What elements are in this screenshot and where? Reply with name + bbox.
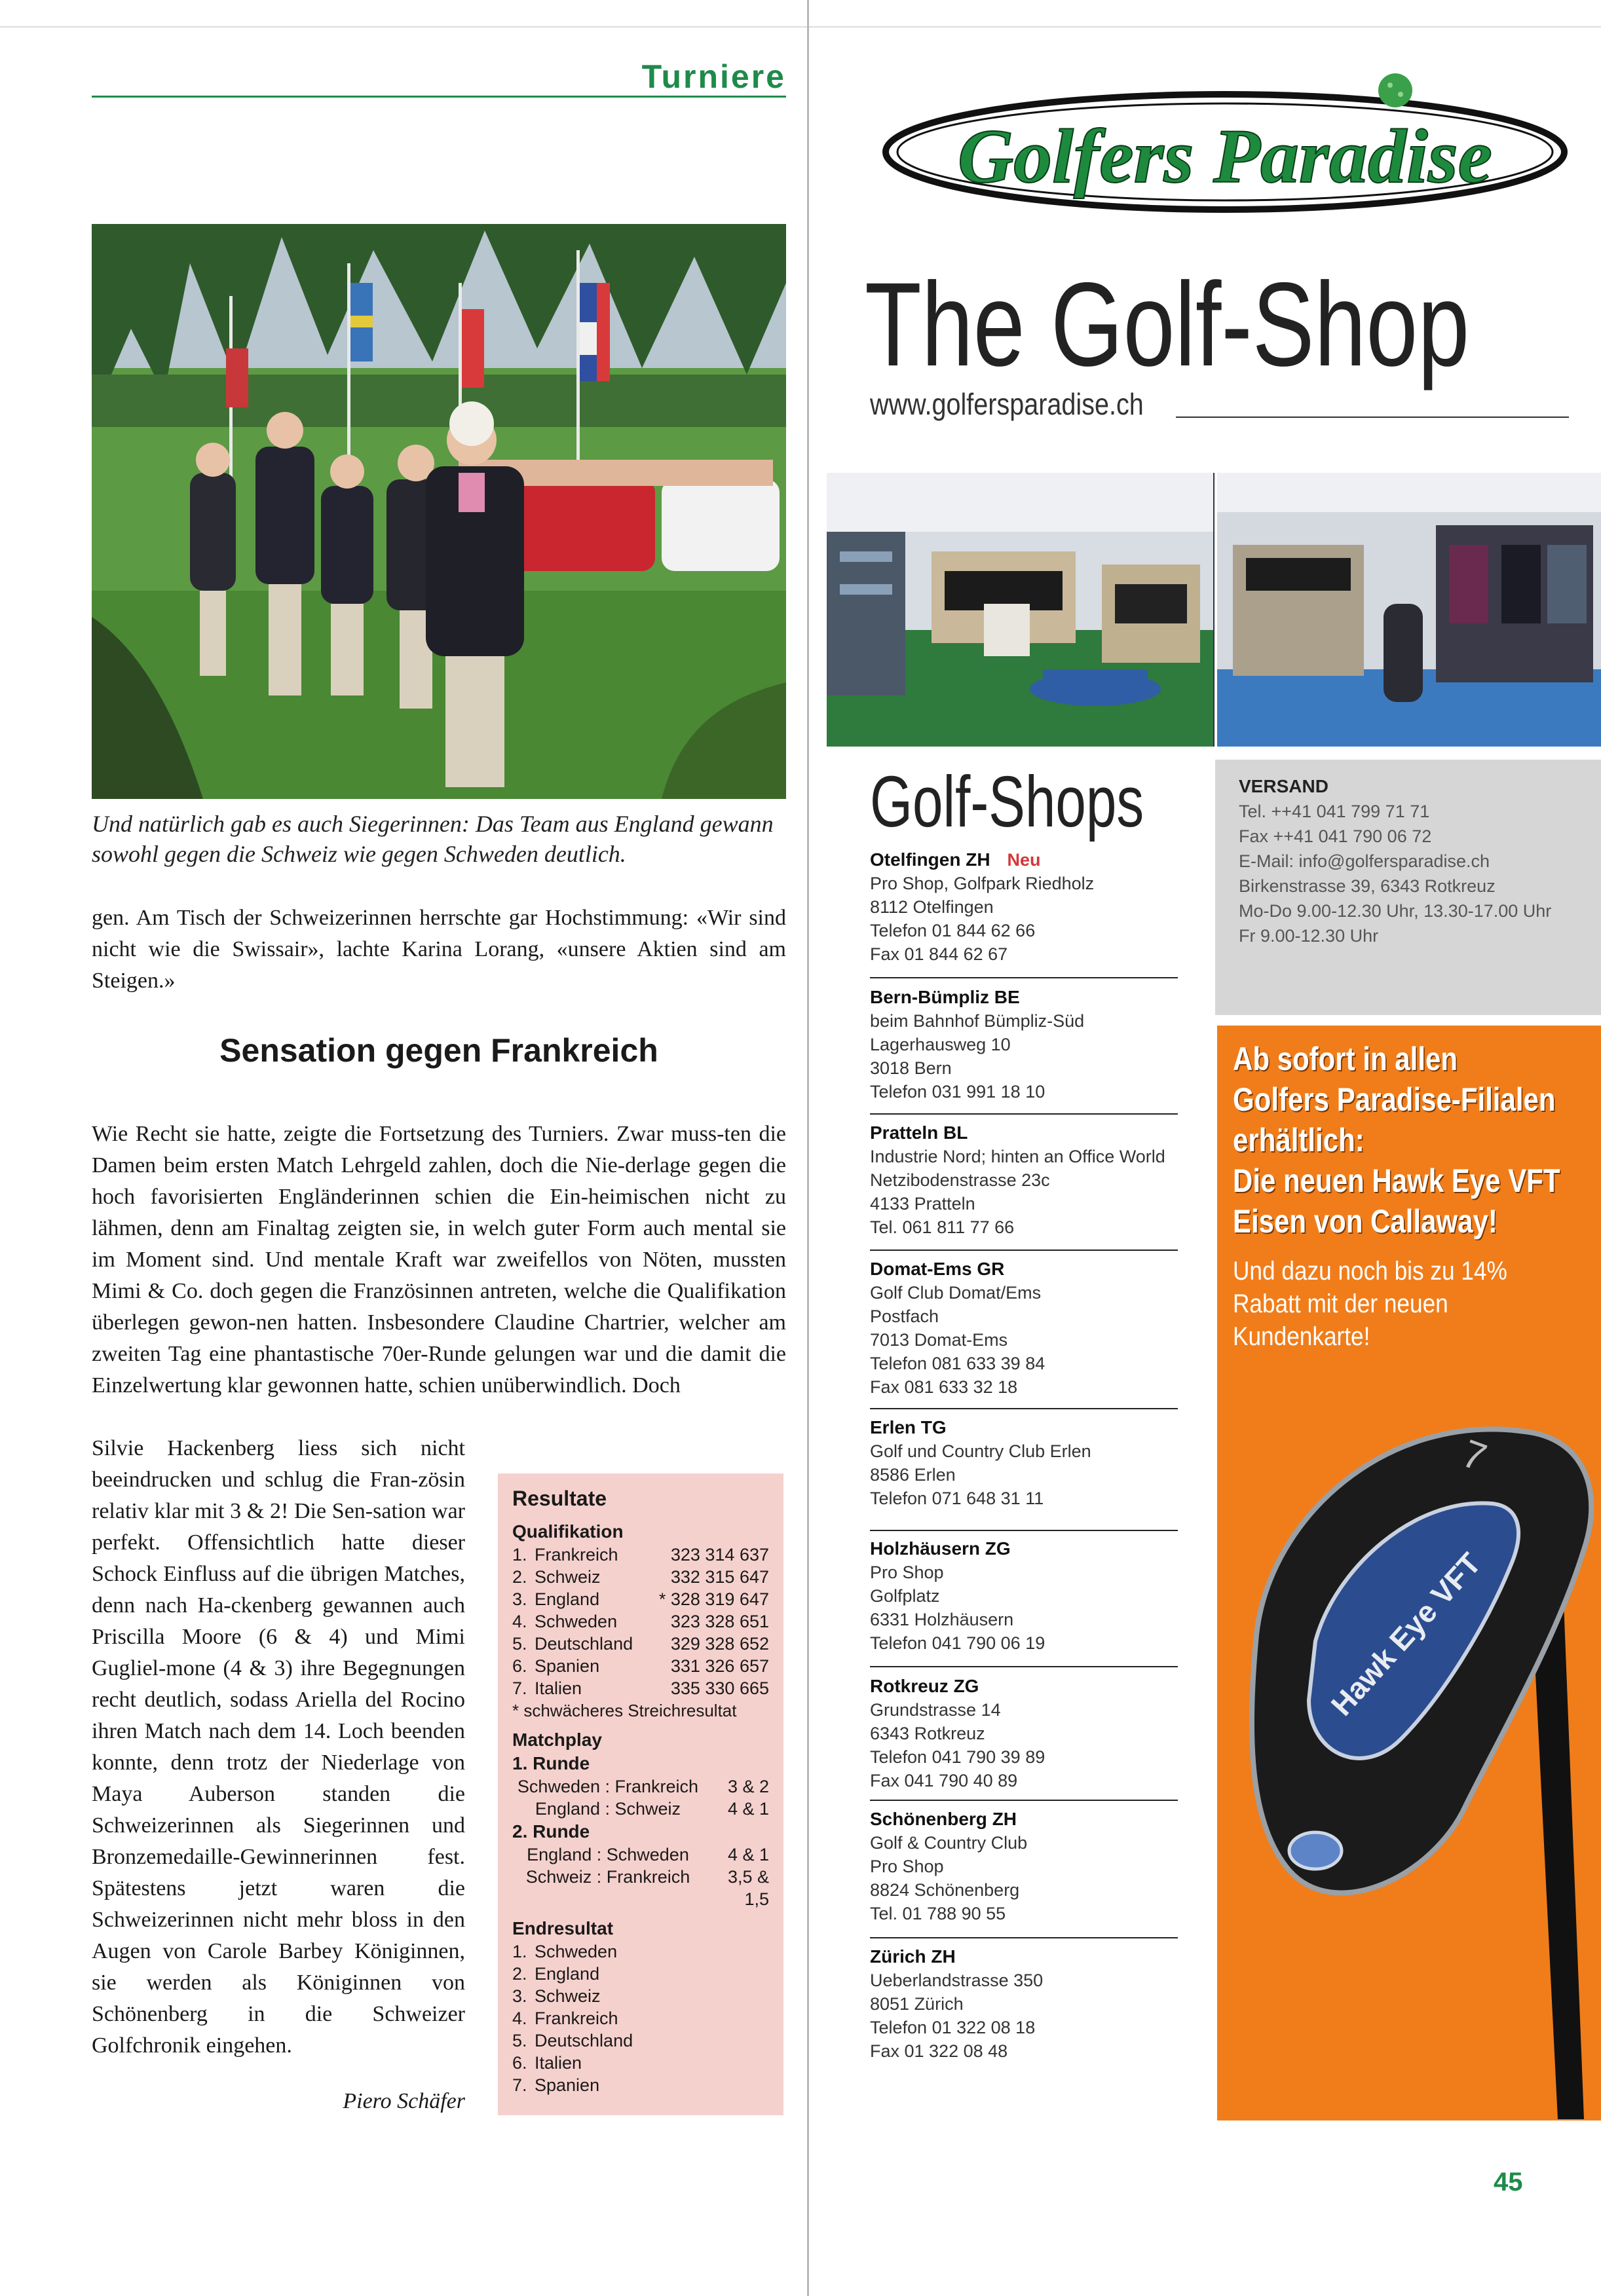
endresultat-row	[512, 1963, 769, 1985]
shop-line: 8586 Erlen	[870, 1465, 956, 1485]
golf-club-image	[1217, 1333, 1601, 2119]
shop-interior-photo	[827, 473, 1601, 747]
endresultat-row	[512, 2052, 769, 2074]
shop-name: Erlen TG	[870, 1417, 947, 1437]
country: Schweiz	[535, 1986, 601, 2006]
scores: * 328 319 647	[658, 1589, 769, 1609]
rank: 5.	[512, 2031, 527, 2050]
match-row	[512, 1843, 769, 1866]
rank: 1.	[512, 1942, 527, 1961]
shop-entry	[870, 1675, 1178, 1792]
country: Italien	[535, 2053, 582, 2073]
rank: 4.	[512, 1612, 527, 1631]
shop-line: Telefon 081 633 39 84	[870, 1354, 1045, 1373]
promo-box	[1217, 1026, 1601, 2120]
promo-subtext: Und dazu noch bis zu 14% Rabatt mit der neuen Kundenkarte!	[1233, 1257, 1507, 1351]
qualifikation-heading: Qualifikation	[512, 1521, 624, 1542]
shop-name-line	[870, 1807, 1178, 1831]
qualifikation-row	[512, 1610, 769, 1633]
shop-divider	[870, 1113, 1178, 1115]
shop-divider	[870, 1530, 1178, 1531]
promo-headline-line: Golfers Paradise-Filialen	[1233, 1081, 1556, 1118]
rank: 2.	[512, 1567, 527, 1587]
rank: 3.	[512, 1986, 527, 2006]
shop-name-line	[870, 1416, 1178, 1439]
shop-line: Fax 041 790 40 89	[870, 1771, 1018, 1790]
shop-line: Golf Club Domat/Ems	[870, 1283, 1042, 1303]
shop-line: Telefon 01 322 08 18	[870, 2018, 1036, 2037]
country: Frankreich	[535, 2009, 618, 2028]
qualifikation-row	[512, 1588, 769, 1610]
match-score: 3 & 2	[727, 1777, 769, 1796]
shop-line: Netzibodenstrasse 23c	[870, 1170, 1050, 1190]
shop-line: Fax 081 633 32 18	[870, 1377, 1018, 1397]
country: England	[535, 1964, 600, 1984]
shop-url[interactable]: www.golfersparadise.ch	[870, 387, 1144, 421]
match-score: 4 & 1	[727, 1845, 769, 1864]
subheading: Sensation gegen Frankreich	[219, 1032, 658, 1069]
team-photo	[92, 224, 786, 799]
shop-name: Zürich ZH	[870, 1946, 956, 1967]
shop-line: 8824 Schönenberg	[870, 1880, 1020, 1900]
shop-line: 8051 Zürich	[870, 1994, 964, 2014]
matchplay-heading: Matchplay	[512, 1730, 602, 1750]
versand-line: Tel. ++41 041 799 71 71	[1239, 802, 1430, 821]
qualifikation-row	[512, 1544, 769, 1566]
country: Italien	[535, 1678, 582, 1698]
country: Spanien	[535, 2075, 600, 2095]
versand-line: Mo-Do 9.00-12.30 Uhr, 13.30-17.00 Uhr	[1239, 901, 1552, 921]
shop-entry	[870, 1537, 1178, 1655]
intro-paragraph: gen. Am Tisch der Schweizerinnen herrschte gar Hochstimmung: «Wir sind nicht wie die Swissair», lachte Karina Lorang, «unsere Aktien sind am Steigen.»	[92, 906, 786, 993]
runde1-heading: 1. Runde	[512, 1753, 590, 1773]
rank: 6.	[512, 2053, 527, 2073]
page-top-border	[0, 26, 1601, 28]
shop-name-line	[870, 1675, 1178, 1698]
runde2-list	[512, 1843, 769, 1910]
match-pair: Schweiz : Frankreich	[525, 1867, 690, 1887]
country: Schweiz	[535, 1567, 601, 1587]
endresultat-heading: Endresultat	[512, 1918, 614, 1938]
versand-divider	[1215, 1015, 1601, 1026]
shop-name: Rotkreuz ZG	[870, 1676, 979, 1696]
scores: 323 328 651	[670, 1612, 769, 1631]
shop-entry	[870, 1121, 1178, 1239]
shop-line: Golf & Country Club	[870, 1833, 1028, 1853]
qualifikation-row	[512, 1655, 769, 1677]
scores: 332 315 647	[670, 1567, 769, 1587]
shop-line: Postfach	[870, 1306, 939, 1326]
qualifikation-row	[512, 1566, 769, 1588]
page-number: 45	[1494, 2168, 1523, 2196]
match-score: 3,5 & 1,5	[727, 1867, 769, 1909]
versand-line: Fr 9.00-12.30 Uhr	[1239, 926, 1379, 946]
shop-line: Pro Shop	[870, 1857, 944, 1876]
shop-line: Tel. 01 788 90 55	[870, 1904, 1006, 1923]
shop-line: Fax 01 322 08 48	[870, 2041, 1008, 2061]
shop-line: Telefon 031 991 18 10	[870, 1082, 1045, 1102]
endresultat-row	[512, 1985, 769, 2007]
rank: 6.	[512, 1656, 527, 1676]
shop-divider	[870, 1250, 1178, 1251]
scores: 329 328 652	[670, 1634, 769, 1654]
shop-entry	[870, 1257, 1178, 1399]
promo-headline-line: erhältlich:	[1233, 1122, 1365, 1158]
shop-line: Telefon 071 648 31 11	[870, 1489, 1044, 1508]
promo-headline-line: Die neuen Hawk Eye VFT	[1233, 1162, 1560, 1199]
qualifikation-list	[512, 1544, 769, 1699]
shop-line: Fax 01 844 62 67	[870, 944, 1008, 964]
shop-divider	[870, 1408, 1178, 1409]
rank: 1.	[512, 1545, 527, 1565]
shop-name-line	[870, 1121, 1178, 1145]
scores: 323 314 637	[670, 1545, 769, 1565]
country: Spanien	[535, 1656, 600, 1676]
country: Schweden	[535, 1942, 618, 1961]
versand-box	[1215, 760, 1601, 1015]
new-badge: Neu	[1007, 850, 1041, 870]
shop-name-line	[870, 1945, 1178, 1969]
shop-line: 6331 Holzhäusern	[870, 1610, 1014, 1629]
shop-name: Schönenberg ZH	[870, 1809, 1017, 1829]
match-pair: Schweden : Frankreich	[517, 1777, 699, 1796]
versand-line: Birkenstrasse 39, 6343 Rotkreuz	[1239, 876, 1496, 896]
shop-line: Telefon 041 790 39 89	[870, 1747, 1045, 1767]
shops-title: Golf-Shops	[870, 762, 1144, 842]
versand-line: E-Mail: info@golfersparadise.ch	[1239, 851, 1490, 871]
scores: 331 326 657	[670, 1656, 769, 1676]
match-score: 4 & 1	[727, 1799, 769, 1819]
match-pair: England : Schweden	[527, 1845, 689, 1864]
shop-divider	[870, 1937, 1178, 1938]
shop-name-line	[870, 1537, 1178, 1561]
shop-divider	[870, 977, 1178, 978]
shop-divider	[870, 1666, 1178, 1667]
results-box	[498, 1473, 783, 2115]
rank: 7.	[512, 2075, 527, 2095]
url-rule	[1176, 417, 1569, 418]
shop-title: The Golf-Shop	[865, 257, 1470, 391]
shop-line: Pro Shop	[870, 1563, 944, 1582]
match-pair: England : Schweiz	[535, 1799, 681, 1819]
club-number: 7	[1456, 1431, 1492, 1480]
shop-line: 6343 Rotkreuz	[870, 1724, 985, 1743]
shop-line: Industrie Nord; hinten an Office World	[870, 1147, 1165, 1166]
shop-entry	[870, 1807, 1178, 1925]
match-row	[512, 1866, 769, 1910]
shop-line: 7013 Domat-Ems	[870, 1330, 1008, 1350]
shop-entry	[870, 986, 1178, 1103]
shop-name: Domat-Ems GR	[870, 1259, 1005, 1279]
results-title: Resultate	[512, 1487, 607, 1510]
article-paragraph-narrow: Silvie Hackenberg liess sich nicht beeindrucken und schlug die Fran-zösin relativ klar mit 3 & 2! Die Sen-sation war perfekt. Offensichtlich hatte dieser Schock Einfluss auf die übrigen Matches, denn nach Ha-ckenberg gewannen auch Priscilla Moore (6 & 4) und Mimi Gugliel-mone (4 & 3) ihre Begegnungen recht deutlich, sodass Ariella del Rocino ihren Match nach dem 14. Loch beenden konnte, denn trotz der Niederlage von Maya Auberson standen die Schweizerinnen als Siegerinnen und Bronzemedaille-Gewinnerinnen fest. Spätestens jetzt waren die Schweizerinnen nicht mehr bloss in den Augen von Carole Barbey Königinnen, sie werden als Königinnen von Schönenberg in die Schweizer Golfchronik eingehen.	[92, 1436, 465, 2058]
runde1-list	[512, 1775, 769, 1820]
country: Deutschland	[535, 2031, 633, 2050]
rank: 7.	[512, 1678, 527, 1698]
promo-headline-line: Eisen von Callaway!	[1233, 1203, 1497, 1240]
shop-line: 8112 Otelfingen	[870, 897, 994, 917]
qualifikation-row	[512, 1677, 769, 1699]
author-byline: Piero Schäfer	[343, 2089, 465, 2113]
page-fold	[807, 0, 809, 2296]
promo-headline-line: Ab sofort in allen	[1233, 1041, 1458, 1077]
endresultat-row	[512, 2007, 769, 2029]
country: Deutschland	[535, 1634, 633, 1654]
shop-name: Holzhäusern ZG	[870, 1538, 1011, 1559]
versand-lines	[1239, 799, 1577, 948]
versand-title: VERSAND	[1239, 776, 1328, 796]
endresultat-list	[512, 1940, 769, 2096]
photo-caption: Und natürlich gab es auch Siegerinnen: Das Team aus England gewann sowohl gegen die Schweiz wie gegen Schweden deutlich.	[92, 811, 774, 867]
shop-entry	[870, 1416, 1178, 1510]
country: England	[535, 1589, 600, 1609]
rank: 3.	[512, 1589, 527, 1609]
rank: 2.	[512, 1964, 527, 1984]
shop-line: Grundstrasse 14	[870, 1700, 1001, 1720]
section-heading: Turniere	[641, 58, 786, 95]
promo-headline	[1233, 1039, 1563, 1242]
section-rule	[92, 96, 786, 98]
endresultat-row	[512, 2029, 769, 2052]
logo-text: Golfers Paradise	[957, 113, 1493, 199]
shop-line: Lagerhausweg 10	[870, 1035, 1011, 1054]
shop-line: beim Bahnhof Bümpliz-Süd	[870, 1011, 1085, 1031]
shop-line: Golf und Country Club Erlen	[870, 1441, 1091, 1461]
scores: 335 330 665	[670, 1678, 769, 1698]
results-note: * schwächeres Streichresultat	[512, 1701, 737, 1720]
shop-line: 4133 Pratteln	[870, 1194, 975, 1213]
country: Frankreich	[535, 1545, 618, 1565]
match-row	[512, 1798, 769, 1820]
shop-name-line	[870, 986, 1178, 1009]
club-logo-text: Hawk Eye VFT	[1324, 1546, 1488, 1722]
golfers-paradise-logo	[878, 65, 1572, 223]
shop-line: Telefon 01 844 62 66	[870, 921, 1036, 940]
shop-divider	[870, 1800, 1178, 1801]
endresultat-row	[512, 1940, 769, 1963]
shop-name: Otelfingen ZH	[870, 849, 990, 870]
runde2-heading: 2. Runde	[512, 1821, 590, 1842]
shop-entry	[870, 848, 1178, 966]
qualifikation-row	[512, 1633, 769, 1655]
shop-line: Golfplatz	[870, 1586, 940, 1606]
shop-line: 3018 Bern	[870, 1058, 952, 1078]
shop-name-line	[870, 1257, 1178, 1281]
shop-line: Ueberlandstrasse 350	[870, 1971, 1044, 1990]
versand-line: Fax ++41 041 790 06 72	[1239, 826, 1432, 846]
shop-line: Pro Shop, Golfpark Riedholz	[870, 874, 1095, 893]
match-row	[512, 1775, 769, 1798]
shop-line: Telefon 041 790 06 19	[870, 1633, 1045, 1653]
shop-line: Tel. 061 811 77 66	[870, 1217, 1015, 1237]
rank: 4.	[512, 2009, 527, 2028]
shop-name-line	[870, 848, 1178, 872]
country: Schweden	[535, 1612, 618, 1631]
rank: 5.	[512, 1634, 527, 1654]
shop-entry	[870, 1945, 1178, 2063]
shop-name: Bern-Bümpliz BE	[870, 987, 1020, 1007]
shop-name: Pratteln BL	[870, 1122, 968, 1143]
article-paragraph: Wie Recht sie hatte, zeigte die Fortsetzung des Turniers. Zwar muss-ten die Damen beim ersten Match Lehrgeld zahlen, doch die Nie-derlage gegen die hoch favorisierten Engländerinnen schien die Ein-heimischen nicht zu lähmen, denn am Finaltag zeigten sie, in welch guter Form auch mental sie im Moment sind. Und mentale Kraft war zweifellos von Nöten, mussten Mimi & Co. doch gegen die Französinnen antreten, welche die Qualifikation überlegen gewon-nen hatten. Insbesondere Claudine Chartrier, welcher am zweiten Tag eine phantastische 70er-Runde gelungen war und die damit die Einzelwertung klar gewonnen hatte, schien unüberwindlich. Doch	[92, 1122, 786, 1398]
endresultat-row	[512, 2074, 769, 2096]
